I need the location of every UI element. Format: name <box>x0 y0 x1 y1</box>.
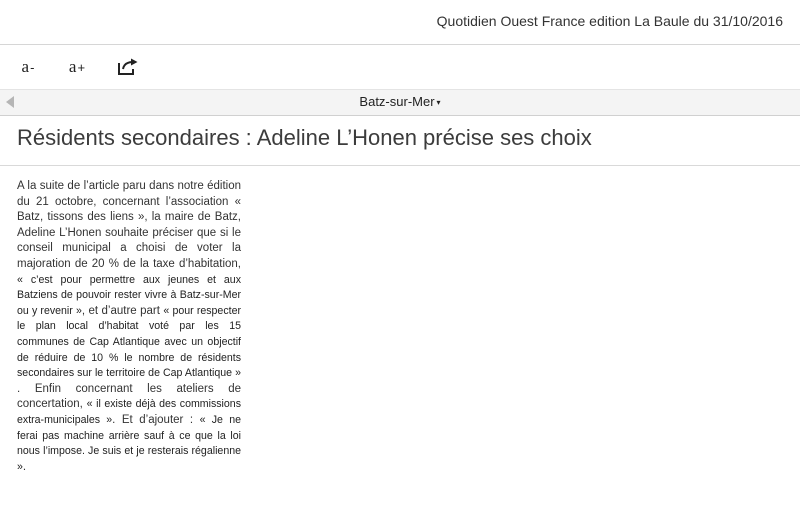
article-text: A la suite de l’article paru dans notre édition du 21 octobre, concernant l’association « Batz, tissons des liens », la maire de Batz, Adeline L’Honen souhaite préciser que si le conseil municipal a choisi de voter la majoration de 20 % de la taxe d’habitation, <box>17 180 241 270</box>
article-headline: Résidents secondaires : Adeline L’Honen précise ses choix <box>17 125 592 150</box>
plus-sign: + <box>77 59 86 75</box>
article-text: , et d’autre part <box>81 304 164 317</box>
article-text: . Enfin concernant les ateliers de concertation, <box>17 382 241 411</box>
publication-header <box>0 0 800 44</box>
increase-font-button[interactable] <box>63 55 91 79</box>
toolbar <box>0 44 800 90</box>
article-quote: « il existe déjà des commissions extra-municipales » <box>17 398 241 426</box>
article-text: . Et d’ajouter : <box>112 413 200 426</box>
article-quote: « pour respecter le plan local d’habitat voté par les 15 communes de Cap Atlantique avec un objectif de réduire de 10 % le nombre de résidents secondaires sur le territoire de Cap Atlantique » <box>17 304 241 380</box>
article-body <box>17 179 241 475</box>
decrease-font-label: a <box>21 57 30 76</box>
minus-sign: - <box>30 59 35 75</box>
article-quote: « Je ne ferai pas machine arrière sauf à ce que la loi nous l’impose. Je suis et je resterais régalienne » <box>17 413 241 473</box>
decrease-font-button[interactable] <box>15 55 41 79</box>
section-dropdown[interactable] <box>0 94 800 109</box>
article-quote: « c’est pour permettre aux jeunes et aux Batziens de pouvoir rester vivre à Batz-sur-Mer ou y revenir » <box>17 273 241 317</box>
share-button[interactable] <box>115 55 141 79</box>
section-name: Batz-sur-Mer <box>359 94 435 109</box>
section-navbar <box>0 89 800 116</box>
publication-title: Quotidien Ouest France edition La Baule du 31/10/2016 <box>436 13 783 29</box>
divider <box>0 165 800 166</box>
increase-font-label: a <box>68 57 77 76</box>
share-icon <box>117 58 139 76</box>
article-text: . <box>22 460 27 473</box>
chevron-down-icon: ▾ <box>436 98 441 107</box>
